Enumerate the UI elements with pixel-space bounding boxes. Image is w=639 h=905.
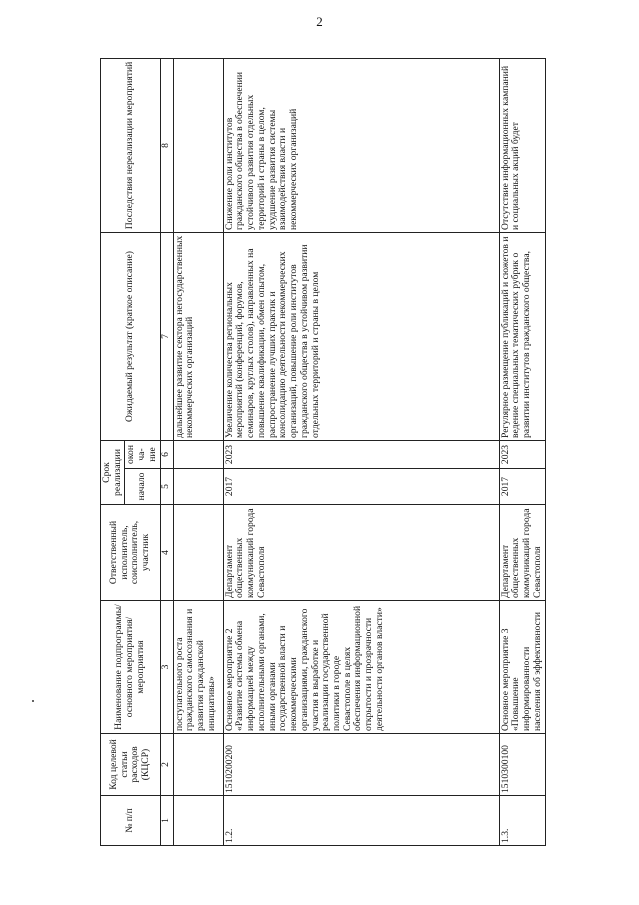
rotated-table-container xyxy=(100,58,543,846)
cell-num xyxy=(173,796,223,846)
cell-responsible: Департамент общественных коммуникаций города Севастополя xyxy=(499,505,545,601)
cell-num: 1.2. xyxy=(223,796,499,846)
cell-code xyxy=(173,734,223,796)
program-measures-table xyxy=(100,58,546,846)
cell-consequences xyxy=(173,58,223,232)
cell-end: 2023 xyxy=(499,440,545,468)
column-number: 1 xyxy=(160,796,173,846)
cell-end xyxy=(173,440,223,468)
column-number: 6 xyxy=(160,440,173,468)
cell-name: поступательного роста гражданского самосознания и развития гражданской инициативы» xyxy=(173,601,223,734)
table-row xyxy=(499,58,545,845)
header-row xyxy=(101,58,125,845)
cell-end: 2023 xyxy=(223,440,499,468)
cell-num: 1.3. xyxy=(499,796,545,846)
cell-responsible xyxy=(173,505,223,601)
cell-result: Регулярное размещение публикаций и сюжетов и ведение специальных тематических рубрик о развитии институтов гражданского общества, xyxy=(499,232,545,440)
header-result: Ожидаемый результат (краткое описание) xyxy=(101,232,161,440)
column-number: 4 xyxy=(160,505,173,601)
header-responsible: Ответственный исполнитель, соисполнитель, участник xyxy=(101,505,161,601)
cell-consequences: Отсутствие информационных кампаний и социальных акций будет xyxy=(499,58,545,232)
cell-code: 1510200200 xyxy=(223,734,499,796)
header-start: начало xyxy=(125,469,160,505)
column-number: 7 xyxy=(160,232,173,440)
column-number: 2 xyxy=(160,734,173,796)
table-row xyxy=(223,58,499,845)
rotated-table-area xyxy=(100,58,543,846)
column-number-row xyxy=(160,58,173,845)
header-end: оконча-ние xyxy=(125,440,160,468)
cell-result: дальнейшее развитие сектора негосударственных некоммерческих организаций xyxy=(173,232,223,440)
cell-name: Основное мероприятие 2 «Развитие системы обмена информацией между исполнительными органами, иными органами государственной власти и некоммерческими организациями, гражданского участия в выработке и реализации государственной политики в городе Севастополе в целях обеспечения информационной открытости и прозрачности деятельности органов власти» xyxy=(223,601,499,734)
cell-result: Увеличение количества региональных мероприятий (конференций, форумов, семинаров, круглых столов), направленных на повышение квалификации, обмен опытом, распространение лучших практик и консолидацию деятельности некоммерческих организаций, повышение роли институтов гражданского общества в устойчивом развитии отдельных территорий и страны в целом xyxy=(223,232,499,440)
header-term: Срок реализации xyxy=(101,440,125,504)
column-number: 8 xyxy=(160,58,173,232)
cell-responsible: Департамент общественных коммуникаций города Севастополя xyxy=(223,505,499,601)
column-number: 5 xyxy=(160,469,173,505)
cell-code: 1510300100 xyxy=(499,734,545,796)
header-consequences: Последствия нереализации мероприятий xyxy=(101,58,161,232)
header-code: Код целевой статьи расходов (КЦСР) xyxy=(101,734,161,796)
cell-start xyxy=(173,469,223,505)
page-number: 2 xyxy=(316,14,323,29)
scan-speck xyxy=(32,700,34,702)
cell-name: Основное мероприятие 3 «Повышение информированности населения об эффективности xyxy=(499,601,545,734)
header-name: Наименование подпрограммы/ основного мероприятия/ мероприятия xyxy=(101,601,161,734)
column-number: 3 xyxy=(160,601,173,734)
header-num: № п/п xyxy=(101,796,161,846)
table-row xyxy=(173,58,223,845)
cell-start: 2017 xyxy=(223,469,499,505)
cell-consequences: Снижение роли институтов гражданского общества в обеспечении устойчивого развития отдельных территорий и страны в целом, ухудшение развития системы взаимодействия власти и некоммерческих организаций xyxy=(223,58,499,232)
cell-start: 2017 xyxy=(499,469,545,505)
